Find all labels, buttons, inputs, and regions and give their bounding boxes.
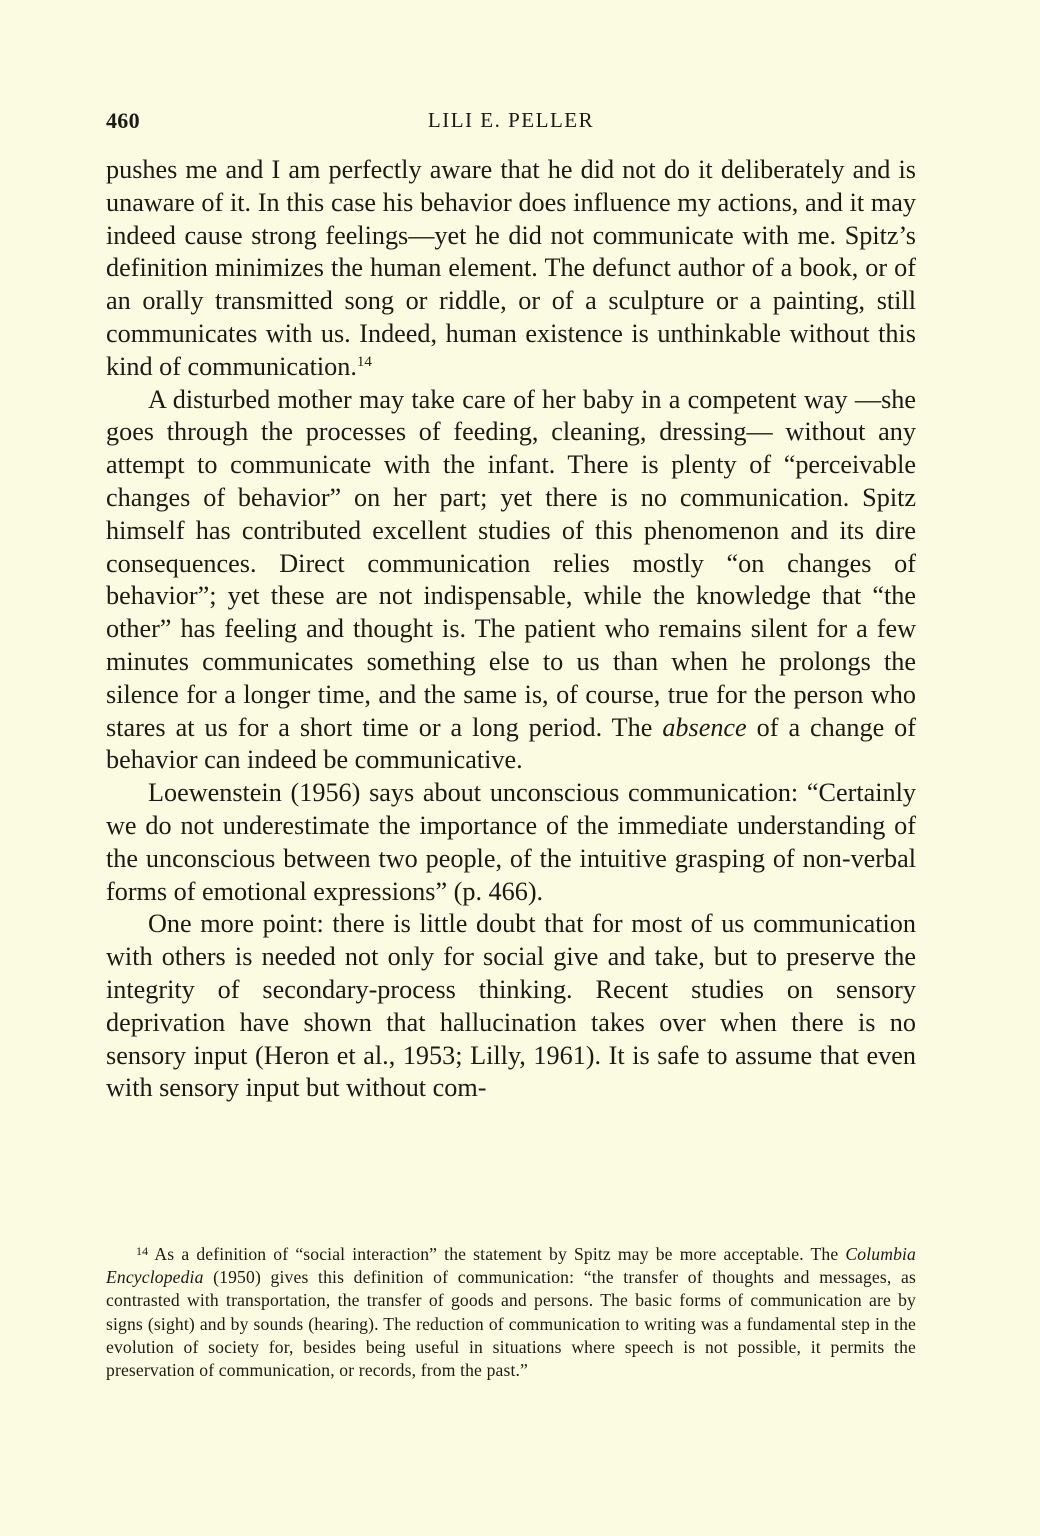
italic-text: absence: [662, 712, 747, 742]
text-run: pushes me and I am perfectly aware that he did not do it deliberately and is unaware of it. In this case his behavior does influence my actions, and it may indeed cause strong feelings—yet he did not communicate with me. Spitz’s definition minimizes the human element. The defunct author of a book, or of an orally transmitted song or riddle, or of a sculpture or a painting, still communicates with us. Indeed, human existence is unthinkable without this kind of communication.: [106, 155, 916, 381]
running-head: [106, 108, 916, 140]
body-text: [106, 154, 916, 1105]
footnote: [106, 1243, 916, 1382]
text-run: A disturbed mother may take care of her baby in a competent way —she goes through the processes of feeding, cleaning, dressing— without any attempt to communicate with the infant. There is plenty of “perceivable changes of behavior” on her part; yet there is no communication. Spitz himself has contributed excellent studies of this phenomenon and its dire consequences. Direct communication relies mostly “on changes of behavior”; yet these are not indispensable, while the knowledge that “the other” has feeling and thought is. The patient who remains silent for a few minutes communicates something else to us than when he prolongs the silence for a longer time, and the same is, of course, true for the person who stares at us for a short time or a long period. The: [106, 384, 916, 742]
paragraph: [106, 777, 916, 908]
italic-text: Columbia Encyclopedia: [106, 1244, 916, 1288]
text-run: of a change of behavior can indeed be communicative.: [106, 712, 916, 775]
page-number: 460: [106, 108, 140, 133]
footnote-marker: 14: [136, 1244, 149, 1258]
text-run: (1950) gives this definition of communication: “the transfer of thoughts and messages, as contrasted with transportation, the transfer of goods and persons. The basic forms of communication are by signs (sight) and by sounds (hearing). The reduction of communication to writing was a fundamental step in the evolution of society for, besides being useful in situations where speech is not possible, it permits the preservation of communication, or records, from the past.”: [106, 1267, 916, 1381]
running-title: LILI E. PELLER: [427, 108, 595, 132]
text-run: One more point: there is little doubt that for most of us communication with others is needed not only for social give and take, but to preserve the integrity of secondary-process thinking. Recent studies on sensory deprivation have shown that hallucination takes over when there is no sensory input (Heron et al., 1953; Lilly, 1961). It is safe to assume that even with sensory input but without com-: [106, 909, 916, 1103]
paragraph: [106, 384, 916, 778]
paragraph: [106, 908, 916, 1105]
text-run: Loewenstein (1956) says about unconscious communication: “Certainly we do not underestimate the importance of the immediate understanding of the unconscious between two people, of the intuitive grasping of non-verbal forms of emotional expressions” (p. 466).: [106, 778, 916, 906]
footnote-marker: 14: [356, 353, 372, 370]
paragraph: [106, 154, 916, 384]
text-run: As a definition of “social interaction” the statement by Spitz may be more acceptable. The: [148, 1244, 846, 1264]
